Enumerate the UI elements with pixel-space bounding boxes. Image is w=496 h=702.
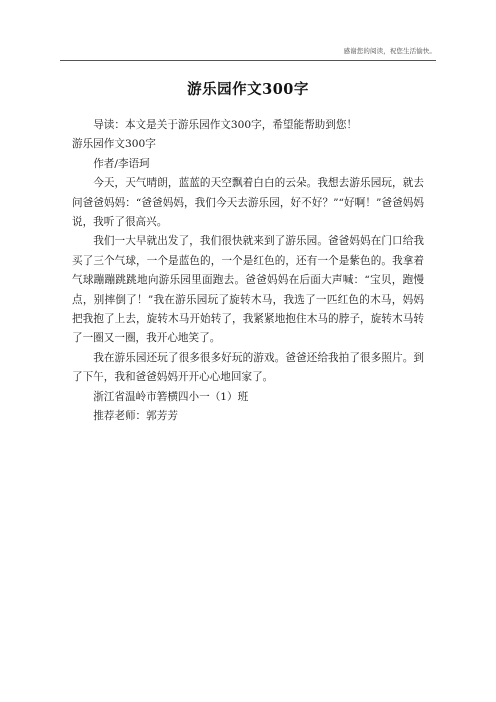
body-paragraph-3: 我在游乐园还玩了很多很多好玩的游戏。爸爸还给我拍了很多照片。到了下午，我和爸爸妈妈开开心心地回家了。 — [72, 351, 424, 384]
author-line: 作者/李语珂 — [93, 157, 150, 170]
page-title: 游乐园作文300字 — [187, 81, 309, 98]
article-subtitle: 游乐园作文300字 — [72, 138, 156, 151]
body-paragraph-1: 今天，天气晴朗，蓝蓝的天空飘着白白的云朵。我想去游乐园玩，就去问爸爸妈妈：“爸爸妈妈，我们今天去游乐园，好不好？”“好啊！”爸爸妈妈说，我听了很高兴。 — [72, 177, 424, 229]
header-divider — [60, 60, 436, 61]
article-body — [72, 116, 424, 427]
lead-paragraph: 导读：本文是关于游乐园作文300字，希望能帮助到您！ — [93, 119, 358, 131]
school-line: 浙江省温岭市箬横四小一（1）班 — [93, 390, 249, 403]
teacher-line: 推荐老师：郭芳芳 — [93, 410, 178, 423]
body-paragraph-2: 我们一大早就出发了，我们很快就来到了游乐园。爸爸妈妈在门口给我买了三个气球，一个是蓝色的，一个是红色的，还有一个是紫色的。我拿着气球蹦蹦跳跳地向游乐园里面跑去。爸爸妈妈在后面大声喊：“宝贝，跑慢点，别摔倒了！”我在游乐园玩了旋转木马，我选了一匹红色的木马，妈妈把我抱了上去，旋转木马开始转了，我紧紧地抱住木马的脖子，旋转木马转了一圈又一圈，我开心地笑了。 — [72, 235, 424, 345]
header-note: 感谢您的阅读，祝您生活愉快。 — [343, 47, 436, 55]
